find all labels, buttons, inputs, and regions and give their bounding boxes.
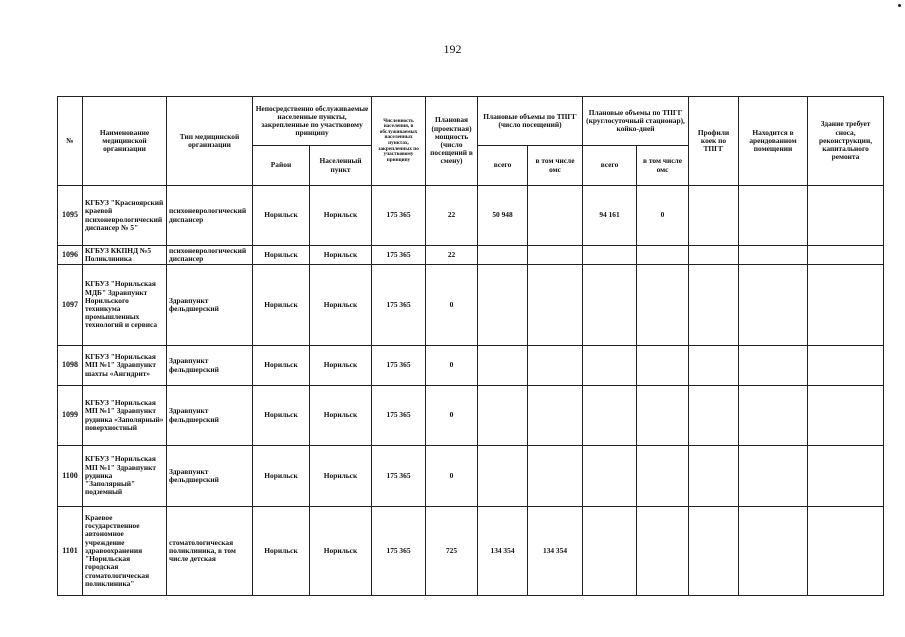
row-visits-total: 134 354 [478,507,528,596]
row-demolition [808,446,884,507]
row-district: Норильск [253,346,310,386]
row-district: Норильск [253,507,310,596]
row-num: 1096 [58,246,83,265]
header-visits-total: всего [478,146,528,186]
header-beds-oms: в том числе омс [637,146,689,186]
header-tpgg-beds: Плановые объемы по ТПГГ (круглосуточный стационар), койко-дней [583,97,689,146]
row-population: 175 365 [372,246,426,265]
row-num: 1097 [58,265,83,346]
header-demolition: Здание требует сноса, реконструкции, капитального ремонта [808,97,884,186]
header-beds-total: всего [583,146,637,186]
row-beds-oms [637,246,689,265]
row-beds-total [583,265,637,346]
row-beds-total [583,386,637,446]
header-district: Район [253,146,310,186]
row-visits-total [478,386,528,446]
row-demolition [808,265,884,346]
row-capacity: 0 [426,386,478,446]
row-visits-total [478,446,528,507]
table-row [58,186,884,246]
row-settlement: Норильск [310,186,372,246]
row-demolition [808,186,884,246]
row-beds-oms [637,507,689,596]
row-type: Здравпункт фельдшерский [167,265,253,346]
header-tpgg-visits: Плановые объемы по ТПГГ (число посещений) [478,97,583,146]
row-visits-oms [528,386,583,446]
row-visits-oms: 134 354 [528,507,583,596]
row-district: Норильск [253,186,310,246]
row-rented [739,346,808,386]
row-beds-total [583,446,637,507]
row-beds-total: 94 161 [583,186,637,246]
row-beds-oms: 0 [637,186,689,246]
row-population: 175 365 [372,386,426,446]
row-capacity: 22 [426,246,478,265]
row-district: Норильск [253,446,310,507]
row-profiles [689,186,739,246]
row-district: Норильск [253,386,310,446]
row-visits-oms [528,446,583,507]
row-settlement: Норильск [310,386,372,446]
row-num: 1098 [58,346,83,386]
row-capacity: 0 [426,346,478,386]
header-bed-profiles: Профили коек по ТПГГ [689,97,739,186]
row-beds-oms [637,386,689,446]
row-num: 1101 [58,507,83,596]
row-population: 175 365 [372,265,426,346]
row-name: КГБУЗ "Красноярский краевой психоневрологический диспансер № 5" [83,186,167,246]
row-population: 175 365 [372,507,426,596]
row-settlement: Норильск [310,346,372,386]
row-type: психоневрологический диспансер [167,246,253,265]
row-name: КГБУЗ ККПНД №5 Поликлиника [83,246,167,265]
table-row [58,265,884,346]
row-capacity: 0 [426,265,478,346]
header-num: № [58,97,83,186]
row-district: Норильск [253,265,310,346]
row-population: 175 365 [372,446,426,507]
table-row [58,446,884,507]
row-capacity: 22 [426,186,478,246]
row-beds-oms [637,265,689,346]
header-population: Численность населения, в обслуживаемых населенных пунктах, закрепленных по участковому принципу [372,97,426,186]
row-type: стоматологическая поликлиника, в том числе детская [167,507,253,596]
row-settlement: Норильск [310,446,372,507]
row-rented [739,507,808,596]
row-name: КГБУЗ "Норильская МП №1" Здравпункт шахты «Ангидрит» [83,346,167,386]
row-profiles [689,386,739,446]
row-visits-total: 50 948 [478,186,528,246]
row-type: психоневрологический диспансер [167,186,253,246]
row-num: 1095 [58,186,83,246]
row-capacity: 0 [426,446,478,507]
row-profiles [689,446,739,507]
row-district: Норильск [253,246,310,265]
row-demolition [808,386,884,446]
row-capacity: 725 [426,507,478,596]
header-settlement: Населенный пункт [310,146,372,186]
row-visits-total [478,265,528,346]
row-visits-total [478,246,528,265]
row-visits-oms [528,265,583,346]
row-num: 1099 [58,386,83,446]
row-population: 175 365 [372,346,426,386]
row-type: Здравпункт фельдшерский [167,386,253,446]
header-served-points: Непосредственно обслуживаемые населенные пункты, закрепленные по участковому принципу [253,97,372,146]
row-type: Здравпункт фельдшерский [167,346,253,386]
facilities-table [57,96,884,596]
row-settlement: Норильск [310,246,372,265]
row-type: Здравпункт фельдшерский [167,446,253,507]
row-visits-oms [528,186,583,246]
table-row [58,346,884,386]
row-rented [739,446,808,507]
row-visits-oms [528,246,583,265]
row-rented [739,265,808,346]
row-name: КГБУЗ "Норильская МП №1" Здравпункт рудника «Заполярный» поверхностный [83,386,167,446]
row-visits-total [478,346,528,386]
row-rented [739,186,808,246]
row-profiles [689,265,739,346]
header-rented: Находится в арендованном помещении [739,97,808,186]
header-capacity: Плановая (проектная) мощность (число посещений в смену) [426,97,478,186]
row-demolition [808,507,884,596]
table-row [58,246,884,265]
row-visits-oms [528,346,583,386]
row-profiles [689,507,739,596]
table-row [58,507,884,596]
row-rented [739,386,808,446]
row-settlement: Норильск [310,265,372,346]
row-rented [739,246,808,265]
row-num: 1100 [58,446,83,507]
row-beds-total [583,346,637,386]
row-demolition [808,246,884,265]
row-name: КГБУЗ "Норильская МДБ" Здравпункт Норильского техникума промышленных технологий и сервиса [83,265,167,346]
scan-speck [898,4,901,7]
row-demolition [808,346,884,386]
row-profiles [689,246,739,265]
table-row [58,386,884,446]
header-org-type: Тип медицинской организации [167,97,253,186]
row-name: Краевое государственное автономное учреждение здравоохранения "Норильская городская стоматологическая поликлиника" [83,507,167,596]
row-settlement: Норильск [310,507,372,596]
row-population: 175 365 [372,186,426,246]
row-beds-total [583,246,637,265]
row-name: КГБУЗ "Норильская МП №1" Здравпункт рудника "Заполярный" подземный [83,446,167,507]
row-profiles [689,346,739,386]
header-org-name: Наименование медицинской организации [83,97,167,186]
row-beds-oms [637,346,689,386]
row-beds-total [583,507,637,596]
page-number: 192 [443,42,462,56]
row-beds-oms [637,446,689,507]
header-visits-oms: в том числе омс [528,146,583,186]
